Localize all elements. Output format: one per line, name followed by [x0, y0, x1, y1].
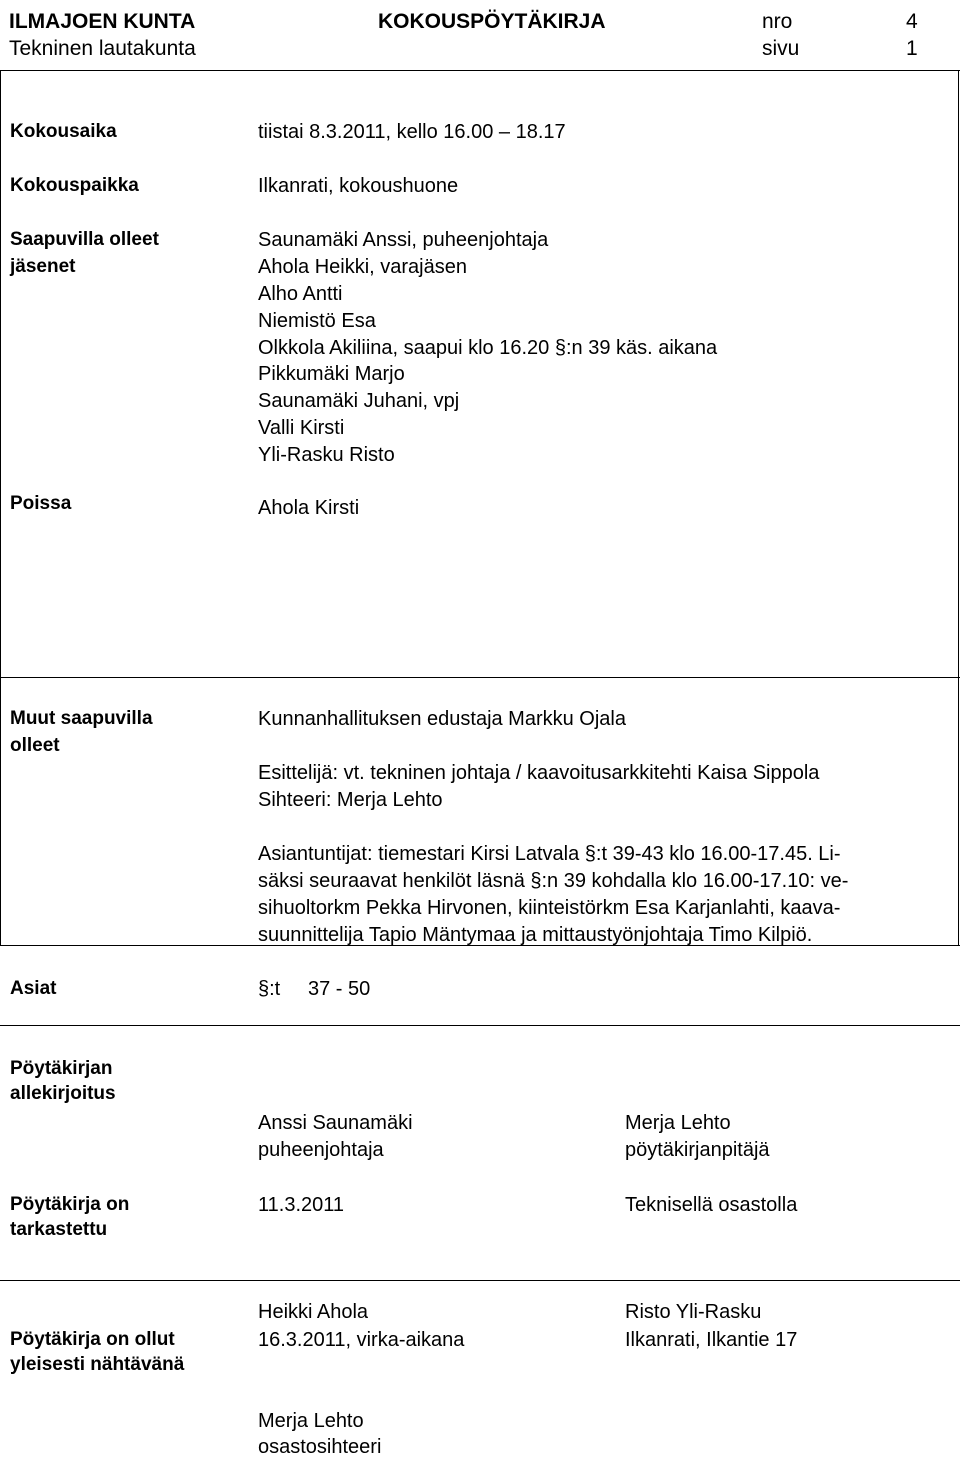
minutes-keeper-name: Merja Lehto: [625, 1112, 731, 1134]
member-item: Valli Kirsti: [258, 417, 345, 439]
clerk-name: Merja Lehto: [258, 1410, 364, 1432]
box-top-border: [0, 70, 960, 71]
document-type: KOKOUSPÖYTÄKIRJA: [378, 10, 606, 33]
board-name: Tekninen lautakunta: [9, 37, 196, 60]
secretary: Sihteeri: Merja Lehto: [258, 789, 443, 811]
meeting-place-label: Kokouspaikka: [10, 175, 139, 196]
signing-label-line2: allekirjoitus: [10, 1083, 116, 1104]
member-item: Olkkola Akiliina, saapui klo 16.20 §:n 39 käs. aikana: [258, 337, 718, 359]
signing-label: Pöytäkirjan: [10, 1058, 113, 1079]
experts-line: Asiantuntijat: tiemestari Kirsi Latvala §:t 39-43 klo 16.00-17.45. Li-: [258, 843, 841, 865]
experts-line: sihuoltorkm Pekka Hirvonen, kiinteistörkm Esa Karjanlahti, kaava-: [258, 897, 841, 919]
member-item: Alho Antti: [258, 283, 343, 305]
checked-place: Teknisellä osastolla: [625, 1194, 798, 1216]
public-display-date: 16.3.2011, virka-aikana: [258, 1329, 465, 1351]
minutes-keeper-role: pöytäkirjanpitäjä: [625, 1139, 770, 1161]
presenter: Esittelijä: vt. tekninen johtaja / kaavoitusarkkitehti Kaisa Sippola: [258, 762, 820, 784]
member-item: Pikkumäki Marjo: [258, 363, 405, 385]
box-left-border: [0, 70, 1, 946]
public-display-label-line2: yleisesti nähtävänä: [10, 1354, 185, 1375]
meeting-time-value: tiistai 8.3.2011, kello 16.00 – 18.17: [258, 121, 566, 143]
member-item: Niemistö Esa: [258, 310, 376, 332]
checker-name: Heikki Ahola: [258, 1301, 369, 1323]
others-present-label: Muut saapuvilla: [10, 708, 153, 729]
box-right-border: [958, 70, 959, 946]
checked-date: 11.3.2011: [258, 1194, 345, 1216]
meeting-time-label: Kokousaika: [10, 121, 117, 142]
checked-label-line2: tarkastettu: [10, 1219, 108, 1240]
number-value: 4: [906, 10, 918, 33]
member-item: Saunamäki Juhani, vpj: [258, 390, 460, 412]
meeting-place-value: Ilkanrati, kokoushuone: [258, 175, 459, 197]
matters-label: Asiat: [10, 978, 57, 999]
divider-signing: [0, 1025, 960, 1026]
public-display-place: Ilkanrati, Ilkantie 17: [625, 1329, 798, 1351]
absent-label: Poissa: [10, 493, 72, 514]
checked-label: Pöytäkirja on: [10, 1194, 130, 1215]
divider-others: [0, 677, 960, 678]
experts-line: säksi seuraavat henkilöt läsnä §:n 39 kohdalla klo 16.00-17.10: ve-: [258, 870, 849, 892]
page-value: 1: [906, 37, 918, 60]
number-label: nro: [762, 10, 793, 33]
matters-range: 37 - 50: [308, 978, 371, 1000]
present-members-label-line2: jäsenet: [10, 256, 76, 277]
public-display-label: Pöytäkirja on ollut: [10, 1329, 175, 1350]
member-item: Ahola Heikki, varajäsen: [258, 256, 467, 278]
council-representative: Kunnanhallituksen edustaja Markku Ojala: [258, 708, 626, 730]
member-item: Yli-Rasku Risto: [258, 444, 395, 466]
member-item: Saunamäki Anssi, puheenjohtaja: [258, 229, 549, 251]
absent-value: Ahola Kirsti: [258, 497, 360, 519]
clerk-role: osastosihteeri: [258, 1436, 382, 1458]
present-members-label: Saapuvilla olleet: [10, 229, 159, 250]
chair-name: Anssi Saunamäki: [258, 1112, 413, 1134]
matters-section-sign: §:t: [258, 978, 281, 1000]
page-label: sivu: [762, 37, 800, 60]
others-present-label-line2: olleet: [10, 735, 60, 756]
organization-name: ILMAJOEN KUNTA: [9, 10, 196, 33]
experts-line: suunnittelija Tapio Mäntymaa ja mittaustyönjohtaja Timo Kilpiö.: [258, 924, 813, 946]
chair-role: puheenjohtaja: [258, 1139, 384, 1161]
checker-name: Risto Yli-Rasku: [625, 1301, 762, 1323]
divider-public: [0, 1280, 960, 1281]
